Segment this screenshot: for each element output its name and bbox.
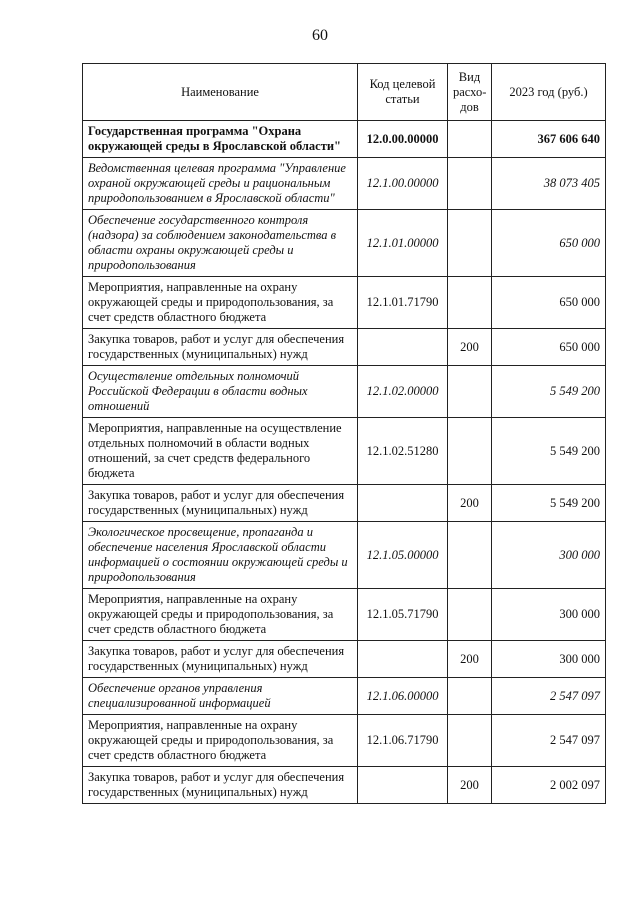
row-amount-cell: 5 549 200: [492, 366, 606, 418]
row-name-cell: Обеспечение органов управления специализированной информацией: [83, 678, 358, 715]
header-type: Вид расхо-дов: [448, 64, 492, 121]
row-type-cell: 200: [448, 767, 492, 804]
row-code-cell: 12.1.06.00000: [358, 678, 448, 715]
row-type-cell: 200: [448, 485, 492, 522]
row-name-cell: Экологическое просвещение, пропаганда и обеспечение населения Ярославской области информацией о состоянии окружающей среды и природопользования: [83, 522, 358, 589]
row-amount-cell: 2 547 097: [492, 678, 606, 715]
row-code-cell: 12.0.00.00000: [358, 121, 448, 158]
page-number: 60: [312, 27, 328, 44]
row-type-cell: [448, 678, 492, 715]
header-name: Наименование: [83, 64, 358, 121]
row-name-cell: Закупка товаров, работ и услуг для обеспечения государственных (муниципальных) нужд: [83, 329, 358, 366]
row-type-cell: [448, 121, 492, 158]
row-amount-cell: 2 547 097: [492, 715, 606, 767]
table-row: [83, 678, 606, 715]
row-name-cell: Мероприятия, направленные на охрану окружающей среды и природопользования, за счет средств областного бюджета: [83, 277, 358, 329]
header-code: Код целевой статьи: [358, 64, 448, 121]
row-code-cell: [358, 329, 448, 366]
row-name-cell: Мероприятия, направленные на охрану окружающей среды и природопользования, за счет средств областного бюджета: [83, 589, 358, 641]
row-name-cell: Мероприятия, направленные на охрану окружающей среды и природопользования, за счет средств областного бюджета: [83, 715, 358, 767]
row-type-cell: [448, 522, 492, 589]
row-amount-cell: 38 073 405: [492, 158, 606, 210]
table-row: [83, 329, 606, 366]
row-code-cell: 12.1.00.00000: [358, 158, 448, 210]
row-type-cell: [448, 158, 492, 210]
row-amount-cell: 2 002 097: [492, 767, 606, 804]
table-row: [83, 589, 606, 641]
budget-table: [82, 63, 606, 804]
row-type-cell: 200: [448, 641, 492, 678]
row-name-cell: Обеспечение государственного контроля (надзора) за соблюдением законодательства в области охраны окружающей среды и природопользования: [83, 210, 358, 277]
table-row: [83, 158, 606, 210]
row-type-cell: [448, 277, 492, 329]
row-code-cell: [358, 767, 448, 804]
row-amount-cell: 5 549 200: [492, 418, 606, 485]
row-amount-cell: 300 000: [492, 641, 606, 678]
row-type-cell: 200: [448, 329, 492, 366]
row-name-cell: Закупка товаров, работ и услуг для обеспечения государственных (муниципальных) нужд: [83, 641, 358, 678]
table-row: [83, 366, 606, 418]
row-code-cell: 12.1.05.71790: [358, 589, 448, 641]
table-row: [83, 277, 606, 329]
row-amount-cell: 650 000: [492, 277, 606, 329]
table-row: [83, 485, 606, 522]
row-name-cell: Мероприятия, направленные на осуществление отдельных полномочий в области водных отношений, за счет средств федерального бюджета: [83, 418, 358, 485]
row-type-cell: [448, 715, 492, 767]
row-type-cell: [448, 418, 492, 485]
header-amount: 2023 год (руб.): [492, 64, 606, 121]
row-type-cell: [448, 210, 492, 277]
table-row: [83, 641, 606, 678]
row-amount-cell: 300 000: [492, 589, 606, 641]
row-name-cell: Закупка товаров, работ и услуг для обеспечения государственных (муниципальных) нужд: [83, 485, 358, 522]
row-type-cell: [448, 589, 492, 641]
table-row: [83, 418, 606, 485]
table-row: [83, 767, 606, 804]
row-code-cell: 12.1.05.00000: [358, 522, 448, 589]
table-row: [83, 210, 606, 277]
row-code-cell: 12.1.02.51280: [358, 418, 448, 485]
row-amount-cell: 300 000: [492, 522, 606, 589]
table-row: [83, 715, 606, 767]
row-code-cell: [358, 641, 448, 678]
row-name-cell: Осуществление отдельных полномочий Российской Федерации в области водных отношений: [83, 366, 358, 418]
row-amount-cell: 367 606 640: [492, 121, 606, 158]
row-code-cell: 12.1.01.71790: [358, 277, 448, 329]
row-code-cell: [358, 485, 448, 522]
row-type-cell: [448, 366, 492, 418]
row-amount-cell: 5 549 200: [492, 485, 606, 522]
row-amount-cell: 650 000: [492, 210, 606, 277]
row-code-cell: 12.1.06.71790: [358, 715, 448, 767]
table-row: [83, 522, 606, 589]
row-amount-cell: 650 000: [492, 329, 606, 366]
table-row: [83, 121, 606, 158]
table-header-row: [83, 64, 606, 121]
row-code-cell: 12.1.01.00000: [358, 210, 448, 277]
row-code-cell: 12.1.02.00000: [358, 366, 448, 418]
row-name-cell: Закупка товаров, работ и услуг для обеспечения государственных (муниципальных) нужд: [83, 767, 358, 804]
row-name-cell: Ведомственная целевая программа "Управление охраной окружающей среды и рациональным природопользованием в Ярославской области": [83, 158, 358, 210]
row-name-cell: Государственная программа "Охрана окружающей среды в Ярославской области": [83, 121, 358, 158]
